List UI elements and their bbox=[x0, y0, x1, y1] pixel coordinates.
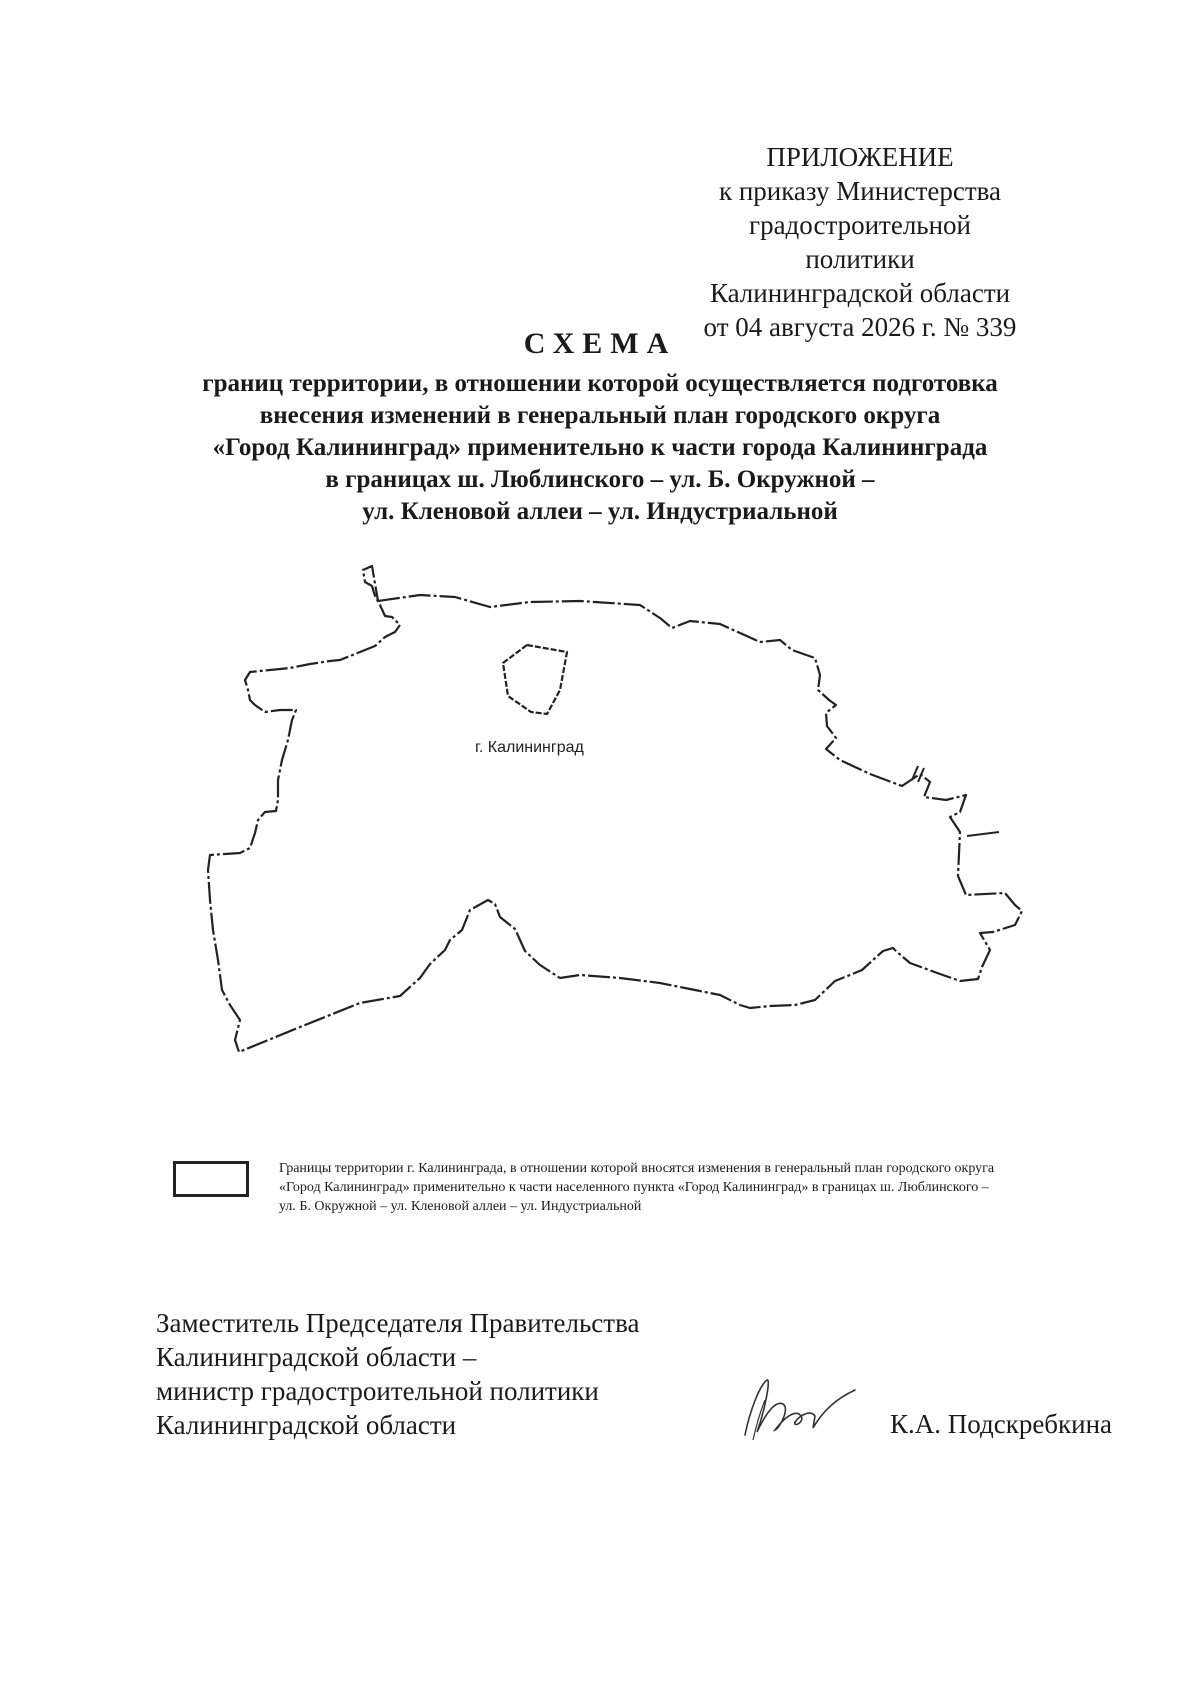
legend-swatch bbox=[173, 1161, 249, 1197]
inner-enclave-boundary bbox=[503, 645, 567, 714]
legend-line: «Город Калининград» применительно к части населенного пункта «Город Калининград» в границах ш. Люблинского – bbox=[279, 1180, 989, 1195]
title-line: границ территории, в отношении которой осуществляется подготовка bbox=[202, 370, 998, 397]
city-label: г. Калининград bbox=[475, 739, 584, 756]
legend-line: Границы территории г. Калининграда, в отношении которой вносятся изменения в генеральный план городского округа bbox=[279, 1161, 995, 1176]
signatory-line: Калининградской области bbox=[156, 1410, 457, 1440]
signatory-position bbox=[156, 1306, 716, 1442]
appendix-line: к приказу Министерства bbox=[718, 176, 1002, 206]
signatory-line: министр градостроительной политики bbox=[156, 1376, 599, 1406]
appendix-order-date: от 04 августа 2026 г. № 339 bbox=[703, 312, 1017, 342]
signatory-name: К.А. Подскребкина bbox=[890, 1409, 1113, 1439]
legend-text bbox=[279, 1159, 1139, 1216]
title-line: ул. Кленовой аллеи – ул. Индустриальной bbox=[362, 498, 838, 525]
appendix-line: Калининградской области bbox=[709, 278, 1011, 308]
title-line: «Город Калининград» применительно к части города Калининграда bbox=[212, 434, 988, 461]
appendix-title: ПРИЛОЖЕНИЕ bbox=[766, 142, 954, 172]
boundary-map bbox=[0, 540, 1200, 1100]
title-line: внесения изменений в генеральный план городского округа bbox=[259, 402, 941, 429]
document-title bbox=[0, 324, 1200, 528]
signatory-line: Заместитель Председателя Правительства bbox=[156, 1308, 640, 1338]
appendix-header bbox=[700, 140, 1020, 344]
signatory-line: Калининградской области – bbox=[156, 1342, 477, 1372]
legend-line: ул. Б. Окружной – ул. Кленовой аллеи – ул. Индустриальной bbox=[279, 1199, 642, 1214]
boundary-tick-mark bbox=[918, 768, 924, 782]
appendix-line: градостроительной политики bbox=[749, 210, 971, 274]
title-line: в границах ш. Люблинского – ул. Б. Окружной – bbox=[325, 466, 875, 493]
handwritten-signature bbox=[735, 1370, 865, 1450]
territory-boundary bbox=[208, 566, 1022, 1052]
boundary-tick-mark bbox=[967, 832, 999, 836]
title-main: СХЕМА bbox=[523, 327, 677, 360]
